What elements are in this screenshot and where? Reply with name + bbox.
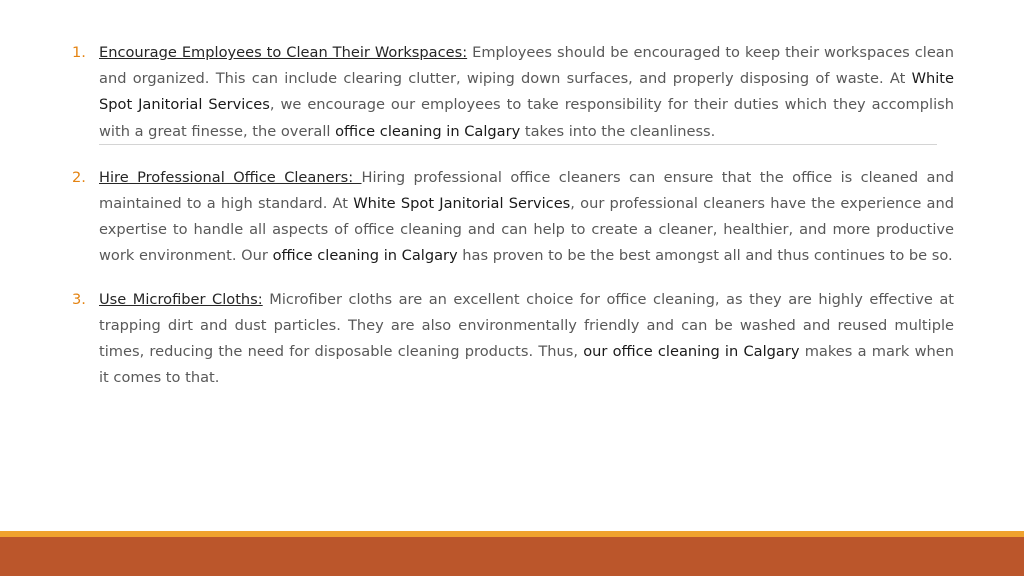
company-name: White Spot Janitorial Services	[353, 195, 571, 213]
body-text: Hiring professional office cleaners can ensure that the office is cleaned and maintained to a high standard. At	[99, 168, 954, 213]
footer-bar	[0, 537, 1024, 576]
service-keyword: office cleaning in Calgary	[335, 122, 521, 140]
company-name: White Spot Janitorial Services	[99, 70, 954, 114]
item-text	[99, 165, 954, 270]
body-text: , our professional cleaners have the experience and expertise to handle all aspects of office cleaning and can help to create a cleaner, healthier, and more productive work environment. Our	[99, 195, 954, 265]
list-item-3	[72, 287, 954, 392]
item-text	[99, 40, 954, 145]
body-text: makes a mark when it comes to that.	[99, 343, 954, 387]
item-heading: Hire Professional Office Cleaners:	[99, 168, 362, 186]
body-text: Microfiber cloths are an excellent choice for office cleaning, as they are highly effective at trapping dirt and dust particles. They are also environmentally friendly and can be washed and reused multiple times, reducing the need for disposable cleaning products. Thus,	[99, 290, 954, 361]
slide-content	[72, 40, 954, 411]
list-item-1	[72, 40, 954, 145]
item-number: 1.	[72, 44, 86, 61]
section-divider	[99, 144, 937, 145]
item-number: 3.	[72, 290, 86, 308]
item-text	[99, 287, 954, 392]
service-keyword: office cleaning in Calgary	[272, 247, 458, 265]
body-text: , we encourage our employees to take responsibility for their duties which they accomplish with a great finesse, the overall	[99, 96, 954, 140]
body-text: Employees should be encouraged to keep their workspaces clean and organized. This can include clearing clutter, wiping down surfaces, and properly disposing of waste. At	[99, 44, 955, 88]
body-text: takes into the cleanliness.	[520, 122, 716, 140]
tips-list	[72, 40, 954, 391]
body-text: has proven to be the best amongst all and thus continues to be so.	[457, 247, 953, 265]
item-number: 2.	[72, 168, 86, 186]
item-heading: Encourage Employees to Clean Their Workspaces:	[99, 44, 468, 61]
item-heading: Use Microfiber Cloths:	[99, 290, 263, 308]
list-item-2	[72, 165, 954, 270]
service-keyword: our office cleaning in Calgary	[583, 343, 800, 361]
